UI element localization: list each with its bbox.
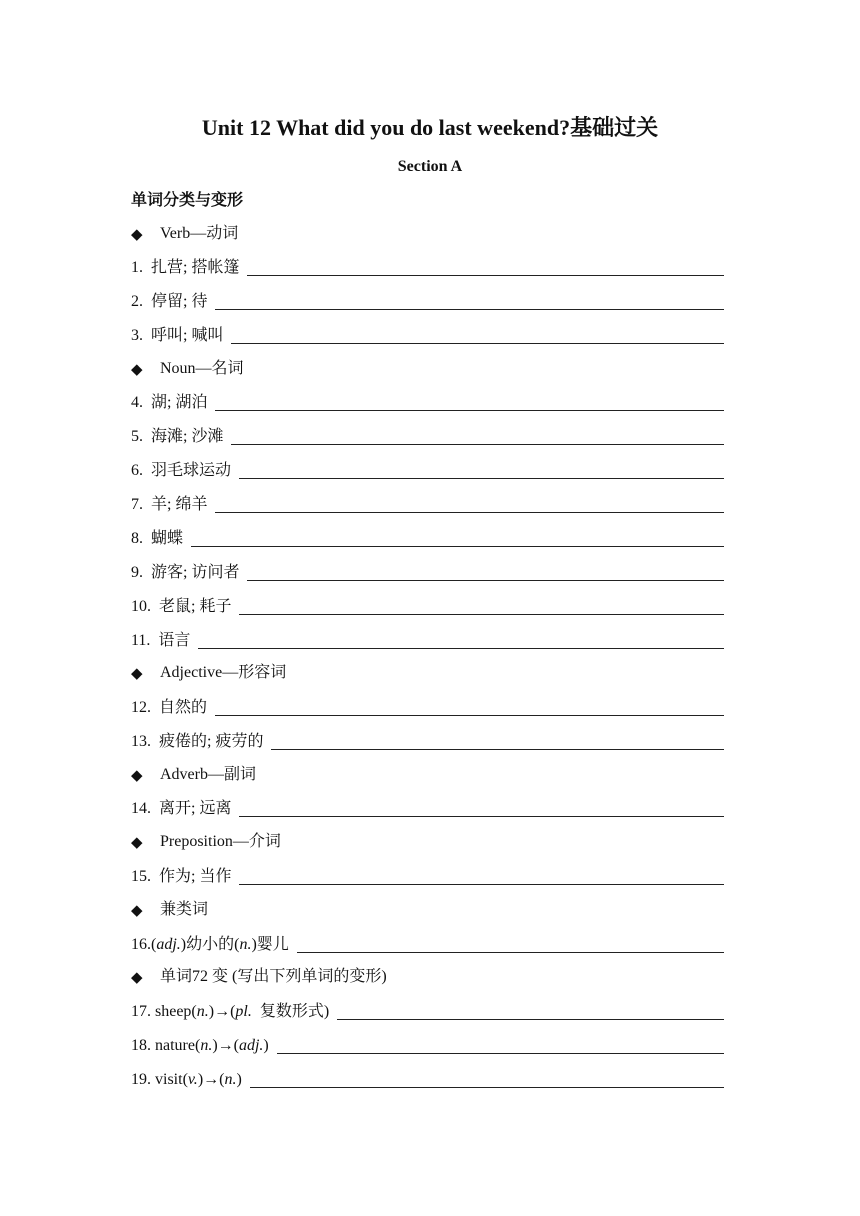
item-row: [131, 560, 724, 584]
answer-blank[interactable]: [239, 883, 724, 885]
diamond-bullet-icon: ◆: [131, 766, 143, 784]
item-label: 9. 游客; 访问者: [131, 564, 240, 581]
answer-blank[interactable]: [297, 951, 724, 953]
category-transform: [131, 965, 387, 989]
item-label: 6. 羽毛球运动: [131, 462, 232, 479]
answer-blank[interactable]: [277, 1052, 724, 1054]
page-title: Unit 12 What did you do last weekend?基础过关: [201, 115, 659, 140]
item-label: 19. visit(v.)→(n.): [131, 1071, 242, 1088]
category-noun: [131, 357, 244, 381]
answer-blank[interactable]: [215, 511, 724, 513]
category-label: 兼类词: [160, 901, 209, 918]
item-row: [131, 864, 724, 888]
item-row: [131, 796, 724, 820]
diamond-bullet-icon: ◆: [131, 225, 143, 243]
answer-blank[interactable]: [247, 579, 724, 581]
item-row: [131, 1033, 724, 1057]
item-row: [131, 492, 724, 516]
item-label: 12. 自然的: [131, 699, 208, 716]
item-row: [131, 289, 724, 313]
answer-blank[interactable]: [191, 545, 724, 547]
category-label: Verb—动词: [160, 225, 239, 242]
answer-blank[interactable]: [239, 477, 724, 479]
item-row: [131, 932, 724, 956]
item-row: [131, 323, 724, 347]
item-label: 3. 呼叫; 喊叫: [131, 327, 224, 344]
item-row: [131, 729, 724, 753]
item-row: [131, 628, 724, 652]
item-row: [131, 424, 724, 448]
answer-blank[interactable]: [231, 443, 724, 445]
category-verb: [131, 222, 238, 246]
item-row: [131, 695, 724, 719]
item-label: 4. 湖; 湖泊: [131, 394, 208, 411]
item-label: 17. sheep(n.)→(pl. 复数形式): [131, 1003, 330, 1020]
answer-blank[interactable]: [215, 409, 724, 411]
item-row: [131, 458, 724, 482]
answer-blank[interactable]: [271, 748, 724, 750]
item-row: [131, 255, 724, 279]
item-label: 1. 扎营; 搭帐篷: [131, 259, 240, 276]
item-label: 18. nature(n.)→(adj.): [131, 1037, 269, 1054]
answer-blank[interactable]: [215, 714, 724, 716]
category-adverb: [131, 763, 256, 787]
item-row: [131, 999, 724, 1023]
category-label: Preposition—介词: [160, 833, 281, 850]
item-label: 8. 蝴蝶: [131, 530, 184, 547]
item-label: 15. 作为; 当作: [131, 868, 232, 885]
item-label: 14. 离开; 远离: [131, 800, 232, 817]
item-row: [131, 526, 724, 550]
answer-blank[interactable]: [239, 815, 724, 817]
category-label: 单词72 变 (写出下列单词的变形): [160, 968, 387, 985]
answer-blank[interactable]: [231, 342, 724, 344]
item-label: 13. 疲倦的; 疲劳的: [131, 733, 264, 750]
answer-blank[interactable]: [250, 1086, 724, 1088]
item-row: [131, 390, 724, 414]
item-label: 7. 羊; 绵羊: [131, 496, 208, 513]
diamond-bullet-icon: ◆: [131, 360, 143, 378]
item-row: [131, 1067, 724, 1091]
category-preposition: [131, 830, 281, 854]
diamond-bullet-icon: ◆: [131, 833, 143, 851]
answer-blank[interactable]: [247, 274, 724, 276]
answer-blank[interactable]: [198, 647, 724, 649]
category-multi: [131, 898, 208, 922]
item-label: 16.(adj.)幼小的(n.)婴儿: [131, 936, 289, 953]
item-row: [131, 594, 724, 618]
answer-blank[interactable]: [215, 308, 724, 310]
category-label: Adjective—形容词: [160, 664, 287, 681]
item-label: 5. 海滩; 沙滩: [131, 428, 224, 445]
item-label: 10. 老鼠; 耗子: [131, 598, 232, 615]
item-label: 2. 停留; 待: [131, 293, 208, 310]
section-subtitle: Section A: [397, 158, 463, 175]
item-label: 11. 语言: [131, 632, 191, 649]
category-adjective: [131, 661, 286, 685]
category-label: Noun—名词: [160, 360, 244, 377]
category-label: Adverb—副词: [160, 766, 256, 783]
diamond-bullet-icon: ◆: [131, 968, 143, 986]
diamond-bullet-icon: ◆: [131, 901, 143, 919]
answer-blank[interactable]: [337, 1018, 724, 1020]
section-heading: 单词分类与变形: [131, 190, 244, 209]
diamond-bullet-icon: ◆: [131, 664, 143, 682]
answer-blank[interactable]: [239, 613, 724, 615]
